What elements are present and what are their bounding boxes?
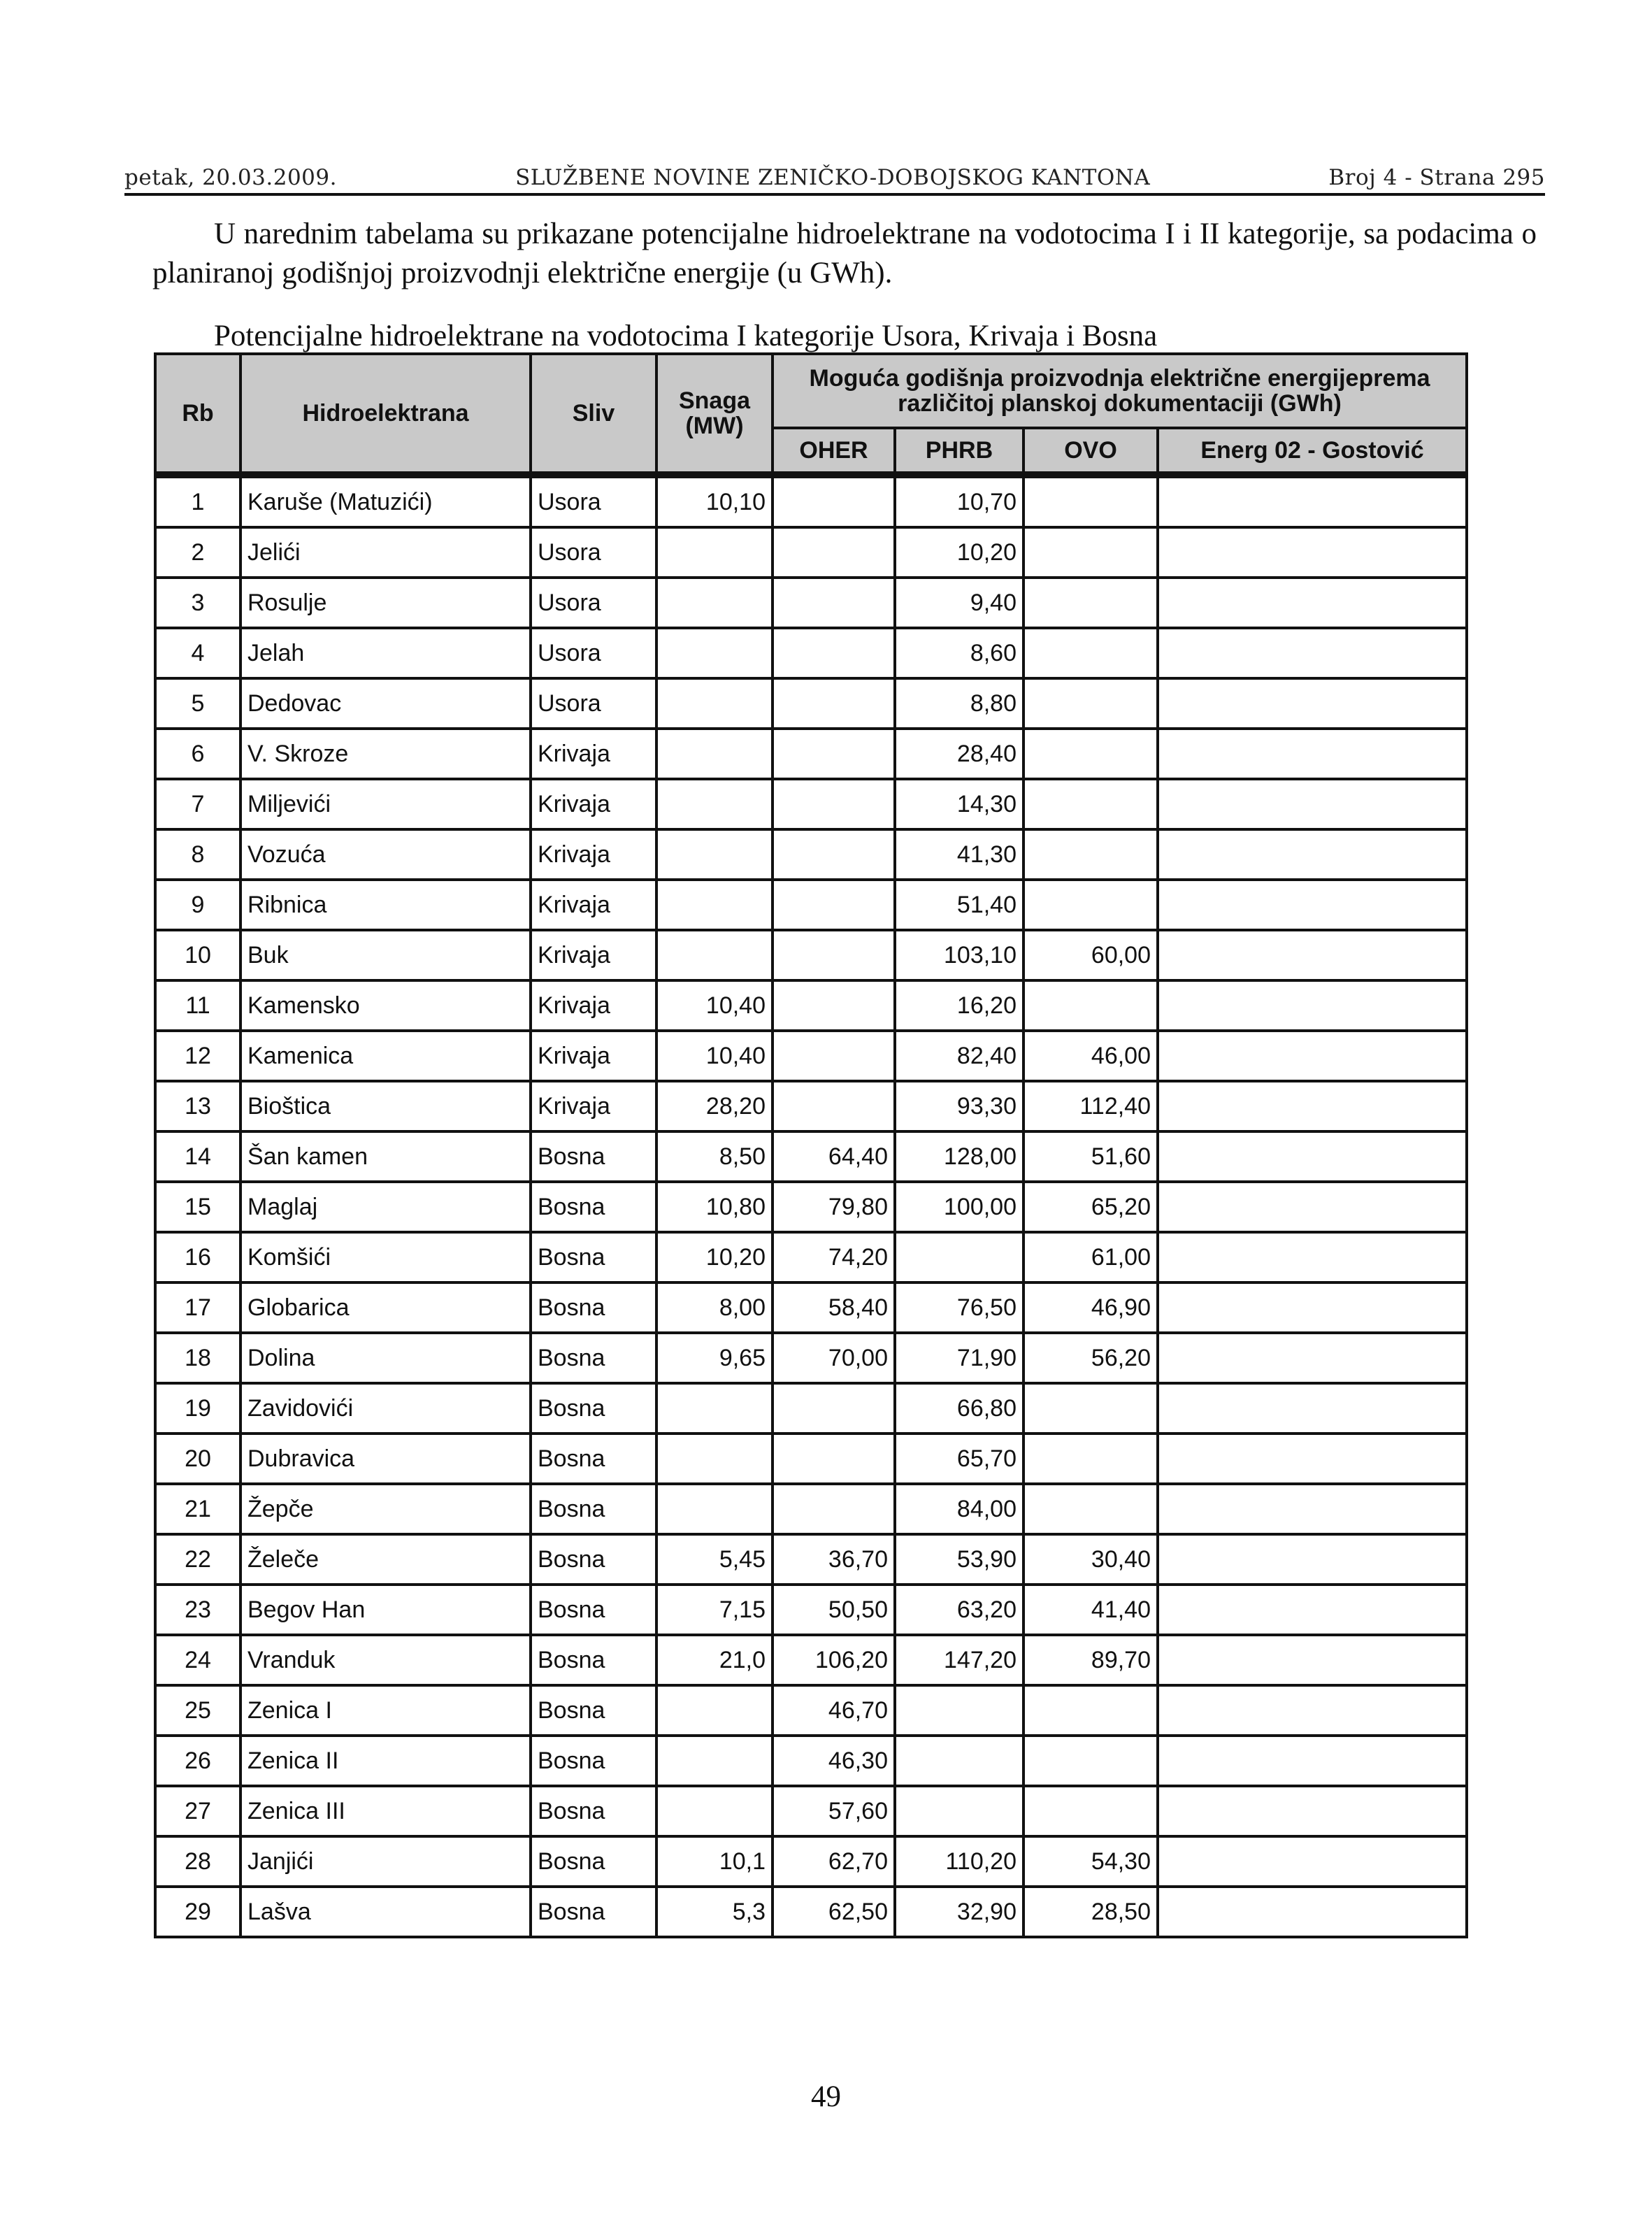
- cell-power: [656, 1383, 773, 1434]
- cell-hydro-plant: Vranduk: [240, 1635, 531, 1685]
- cell-oher: 62,50: [773, 1887, 895, 1937]
- cell-power: 7,15: [656, 1585, 773, 1635]
- cell-rb: 12: [155, 1031, 240, 1081]
- cell-ovo: [1023, 1736, 1158, 1786]
- cell-rb: 19: [155, 1383, 240, 1434]
- cell-hydro-plant: Kamenica: [240, 1031, 531, 1081]
- cell-power: [656, 1685, 773, 1736]
- cell-energ-gostovic: [1158, 1585, 1467, 1635]
- cell-rb: 20: [155, 1434, 240, 1484]
- cell-hydro-plant: Lašva: [240, 1887, 531, 1937]
- header-issue-page: Broj 4 - Strana 295: [1328, 165, 1545, 190]
- cell-energ-gostovic: [1158, 1434, 1467, 1484]
- cell-oher: [773, 1081, 895, 1131]
- cell-power: 10,40: [656, 980, 773, 1031]
- cell-basin: Bosna: [531, 1182, 656, 1232]
- cell-phrb: [895, 1736, 1023, 1786]
- cell-rb: 6: [155, 729, 240, 779]
- cell-oher: [773, 1434, 895, 1484]
- table-row: [155, 628, 1467, 678]
- table-row: [155, 829, 1467, 880]
- table-row: [155, 1635, 1467, 1685]
- cell-rb: 18: [155, 1333, 240, 1383]
- header-hydro-plant: Hidroelektrana: [240, 354, 531, 475]
- cell-ovo: [1023, 678, 1158, 729]
- table-row: [155, 1031, 1467, 1081]
- cell-basin: Usora: [531, 475, 656, 527]
- cell-oher: 62,70: [773, 1836, 895, 1887]
- header-ovo: OVO: [1023, 428, 1158, 475]
- cell-oher: 57,60: [773, 1786, 895, 1836]
- cell-power: 5,45: [656, 1534, 773, 1585]
- cell-basin: Krivaja: [531, 930, 656, 980]
- cell-hydro-plant: Kamensko: [240, 980, 531, 1031]
- cell-basin: Bosna: [531, 1232, 656, 1282]
- cell-ovo: 112,40: [1023, 1081, 1158, 1131]
- cell-ovo: [1023, 1685, 1158, 1736]
- table-row: [155, 1081, 1467, 1131]
- table-row: [155, 678, 1467, 729]
- cell-basin: Krivaja: [531, 829, 656, 880]
- cell-hydro-plant: Karuše (Matuzići): [240, 475, 531, 527]
- table-row: [155, 1434, 1467, 1484]
- cell-ovo: [1023, 628, 1158, 678]
- cell-phrb: 10,70: [895, 475, 1023, 527]
- page-number: 49: [811, 2080, 841, 2113]
- cell-phrb: 128,00: [895, 1131, 1023, 1182]
- cell-power: [656, 729, 773, 779]
- cell-ovo: [1023, 1786, 1158, 1836]
- cell-basin: Bosna: [531, 1534, 656, 1585]
- cell-ovo: 60,00: [1023, 930, 1158, 980]
- cell-rb: 10: [155, 930, 240, 980]
- header-basin: Sliv: [531, 354, 656, 475]
- cell-basin: Bosna: [531, 1383, 656, 1434]
- cell-basin: Bosna: [531, 1434, 656, 1484]
- cell-energ-gostovic: [1158, 1736, 1467, 1786]
- cell-phrb: 41,30: [895, 829, 1023, 880]
- cell-energ-gostovic: [1158, 1534, 1467, 1585]
- table-row: [155, 1887, 1467, 1937]
- cell-power: [656, 1786, 773, 1836]
- cell-hydro-plant: Begov Han: [240, 1585, 531, 1635]
- cell-power: [656, 578, 773, 628]
- cell-hydro-plant: Globarica: [240, 1282, 531, 1333]
- cell-oher: 36,70: [773, 1534, 895, 1585]
- cell-basin: Bosna: [531, 1333, 656, 1383]
- cell-power: 10,20: [656, 1232, 773, 1282]
- cell-oher: 79,80: [773, 1182, 895, 1232]
- table-row: [155, 1383, 1467, 1434]
- cell-power: [656, 880, 773, 930]
- cell-energ-gostovic: [1158, 1131, 1467, 1182]
- cell-phrb: 76,50: [895, 1282, 1023, 1333]
- cell-phrb: 63,20: [895, 1585, 1023, 1635]
- cell-energ-gostovic: [1158, 930, 1467, 980]
- header-publication: SLUŽBENE NOVINE ZENIČKO-DOBOJSKOG KANTONA: [515, 165, 1151, 190]
- cell-ovo: [1023, 779, 1158, 829]
- cell-hydro-plant: Rosulje: [240, 578, 531, 628]
- cell-power: 28,20: [656, 1081, 773, 1131]
- cell-energ-gostovic: [1158, 578, 1467, 628]
- cell-basin: Krivaja: [531, 1031, 656, 1081]
- cell-energ-gostovic: [1158, 980, 1467, 1031]
- table-row: [155, 1131, 1467, 1182]
- cell-basin: Bosna: [531, 1635, 656, 1685]
- cell-basin: Bosna: [531, 1131, 656, 1182]
- cell-basin: Usora: [531, 678, 656, 729]
- header-annual-production-group: Moguća godišnja proizvodnja električne energijeprema različitoj planskoj dokumentaciji (GWh): [773, 354, 1467, 428]
- cell-ovo: 56,20: [1023, 1333, 1158, 1383]
- cell-oher: [773, 829, 895, 880]
- cell-oher: [773, 578, 895, 628]
- cell-power: [656, 628, 773, 678]
- cell-rb: 2: [155, 527, 240, 578]
- cell-hydro-plant: Jelah: [240, 628, 531, 678]
- cell-oher: 64,40: [773, 1131, 895, 1182]
- cell-oher: [773, 980, 895, 1031]
- header-phrb: PHRB: [895, 428, 1023, 475]
- cell-rb: 8: [155, 829, 240, 880]
- cell-power: [656, 1736, 773, 1786]
- header-energ-gostovic: Energ 02 - Gostović: [1158, 428, 1467, 475]
- cell-hydro-plant: Maglaj: [240, 1182, 531, 1232]
- cell-hydro-plant: Dolina: [240, 1333, 531, 1383]
- cell-hydro-plant: Žepče: [240, 1484, 531, 1534]
- cell-energ-gostovic: [1158, 1635, 1467, 1685]
- cell-rb: 3: [155, 578, 240, 628]
- table-title: Potencijalne hidroelektrane na vodotocima I kategorije Usora, Krivaja i Bosna: [214, 320, 1158, 352]
- cell-ovo: [1023, 1434, 1158, 1484]
- cell-energ-gostovic: [1158, 1836, 1467, 1887]
- cell-power: [656, 1484, 773, 1534]
- cell-basin: Bosna: [531, 1585, 656, 1635]
- cell-hydro-plant: V. Skroze: [240, 729, 531, 779]
- cell-rb: 22: [155, 1534, 240, 1585]
- table-row: [155, 779, 1467, 829]
- cell-basin: Bosna: [531, 1484, 656, 1534]
- cell-ovo: [1023, 729, 1158, 779]
- cell-phrb: 51,40: [895, 880, 1023, 930]
- cell-power: [656, 527, 773, 578]
- cell-energ-gostovic: [1158, 880, 1467, 930]
- cell-energ-gostovic: [1158, 1484, 1467, 1534]
- cell-power: 10,1: [656, 1836, 773, 1887]
- table-row: [155, 880, 1467, 930]
- cell-ovo: [1023, 1383, 1158, 1434]
- cell-basin: Bosna: [531, 1836, 656, 1887]
- cell-hydro-plant: Ribnica: [240, 880, 531, 930]
- cell-basin: Usora: [531, 628, 656, 678]
- cell-ovo: 46,90: [1023, 1282, 1158, 1333]
- cell-phrb: 93,30: [895, 1081, 1023, 1131]
- header-rb: Rb: [155, 354, 240, 475]
- cell-rb: 17: [155, 1282, 240, 1333]
- cell-energ-gostovic: [1158, 729, 1467, 779]
- cell-phrb: 82,40: [895, 1031, 1023, 1081]
- cell-rb: 21: [155, 1484, 240, 1534]
- cell-rb: 11: [155, 980, 240, 1031]
- cell-power: 9,65: [656, 1333, 773, 1383]
- cell-rb: 24: [155, 1635, 240, 1685]
- table-row: [155, 578, 1467, 628]
- intro-paragraph: U narednim tabelama su prikazane potencijalne hidroelektrane na vodotocima I i II kategorije, sa podacima o planiranoj godišnjoj proizvodnji električne energije (u GWh).: [152, 217, 1537, 290]
- cell-rb: 14: [155, 1131, 240, 1182]
- cell-ovo: 51,60: [1023, 1131, 1158, 1182]
- cell-energ-gostovic: [1158, 1081, 1467, 1131]
- cell-phrb: 14,30: [895, 779, 1023, 829]
- cell-hydro-plant: Dubravica: [240, 1434, 531, 1484]
- table-row: [155, 1282, 1467, 1333]
- cell-energ-gostovic: [1158, 1887, 1467, 1937]
- cell-energ-gostovic: [1158, 779, 1467, 829]
- cell-energ-gostovic: [1158, 1333, 1467, 1383]
- cell-energ-gostovic: [1158, 829, 1467, 880]
- cell-rb: 27: [155, 1786, 240, 1836]
- cell-energ-gostovic: [1158, 628, 1467, 678]
- running-header: [124, 159, 1545, 196]
- cell-ovo: 46,00: [1023, 1031, 1158, 1081]
- cell-hydro-plant: Bioštica: [240, 1081, 531, 1131]
- cell-rb: 1: [155, 475, 240, 527]
- cell-hydro-plant: Dedovac: [240, 678, 531, 729]
- cell-hydro-plant: Buk: [240, 930, 531, 980]
- cell-oher: [773, 1484, 895, 1534]
- cell-oher: 58,40: [773, 1282, 895, 1333]
- cell-oher: [773, 475, 895, 527]
- cell-ovo: [1023, 1484, 1158, 1534]
- cell-power: [656, 779, 773, 829]
- cell-oher: 74,20: [773, 1232, 895, 1282]
- cell-ovo: [1023, 475, 1158, 527]
- table-row: [155, 475, 1467, 527]
- cell-ovo: [1023, 829, 1158, 880]
- header-power-label: Snaga: [678, 387, 751, 414]
- cell-basin: Krivaja: [531, 880, 656, 930]
- cell-basin: Bosna: [531, 1887, 656, 1937]
- cell-ovo: 61,00: [1023, 1232, 1158, 1282]
- cell-hydro-plant: Zenica I: [240, 1685, 531, 1736]
- cell-phrb: 53,90: [895, 1534, 1023, 1585]
- cell-phrb: 8,80: [895, 678, 1023, 729]
- table-row: [155, 729, 1467, 779]
- cell-ovo: [1023, 527, 1158, 578]
- cell-ovo: 54,30: [1023, 1836, 1158, 1887]
- cell-power: 21,0: [656, 1635, 773, 1685]
- cell-energ-gostovic: [1158, 1383, 1467, 1434]
- cell-phrb: 10,20: [895, 527, 1023, 578]
- cell-oher: [773, 880, 895, 930]
- cell-power: 10,10: [656, 475, 773, 527]
- table-row: [155, 930, 1467, 980]
- cell-phrb: 66,80: [895, 1383, 1023, 1434]
- hydro-plants-table: [154, 352, 1468, 1938]
- cell-hydro-plant: Miljevići: [240, 779, 531, 829]
- cell-energ-gostovic: [1158, 1786, 1467, 1836]
- cell-power: 5,3: [656, 1887, 773, 1937]
- cell-energ-gostovic: [1158, 1232, 1467, 1282]
- cell-phrb: [895, 1232, 1023, 1282]
- cell-phrb: 103,10: [895, 930, 1023, 980]
- cell-hydro-plant: Janjići: [240, 1836, 531, 1887]
- cell-energ-gostovic: [1158, 1031, 1467, 1081]
- cell-hydro-plant: Zenica II: [240, 1736, 531, 1786]
- cell-phrb: 84,00: [895, 1484, 1023, 1534]
- cell-ovo: 28,50: [1023, 1887, 1158, 1937]
- cell-phrb: 9,40: [895, 578, 1023, 628]
- table-row: [155, 1836, 1467, 1887]
- table-row: [155, 1685, 1467, 1736]
- table-row: [155, 527, 1467, 578]
- cell-phrb: 8,60: [895, 628, 1023, 678]
- cell-hydro-plant: Šan kamen: [240, 1131, 531, 1182]
- cell-energ-gostovic: [1158, 1182, 1467, 1232]
- cell-basin: Bosna: [531, 1786, 656, 1836]
- cell-ovo: 65,20: [1023, 1182, 1158, 1232]
- header-date: petak, 20.03.2009.: [124, 165, 337, 190]
- cell-oher: [773, 779, 895, 829]
- cell-rb: 13: [155, 1081, 240, 1131]
- cell-basin: Krivaja: [531, 729, 656, 779]
- cell-phrb: 28,40: [895, 729, 1023, 779]
- table-row: [155, 1182, 1467, 1232]
- cell-oher: [773, 678, 895, 729]
- cell-phrb: [895, 1685, 1023, 1736]
- cell-hydro-plant: Zenica III: [240, 1786, 531, 1836]
- cell-power: [656, 1434, 773, 1484]
- cell-rb: 5: [155, 678, 240, 729]
- cell-phrb: [895, 1786, 1023, 1836]
- cell-basin: Krivaja: [531, 980, 656, 1031]
- cell-rb: 7: [155, 779, 240, 829]
- cell-hydro-plant: Želeče: [240, 1534, 531, 1585]
- cell-power: [656, 930, 773, 980]
- cell-oher: 70,00: [773, 1333, 895, 1383]
- cell-hydro-plant: Vozuća: [240, 829, 531, 880]
- cell-oher: [773, 729, 895, 779]
- cell-energ-gostovic: [1158, 1282, 1467, 1333]
- cell-hydro-plant: Zavidovići: [240, 1383, 531, 1434]
- table-row: [155, 1484, 1467, 1534]
- cell-basin: Krivaja: [531, 1081, 656, 1131]
- cell-phrb: 65,70: [895, 1434, 1023, 1484]
- table-row: [155, 980, 1467, 1031]
- cell-energ-gostovic: [1158, 527, 1467, 578]
- cell-oher: [773, 1383, 895, 1434]
- cell-oher: [773, 1031, 895, 1081]
- cell-ovo: [1023, 980, 1158, 1031]
- table-row: [155, 1534, 1467, 1585]
- cell-hydro-plant: Komšići: [240, 1232, 531, 1282]
- cell-ovo: 89,70: [1023, 1635, 1158, 1685]
- cell-phrb: 110,20: [895, 1836, 1023, 1887]
- cell-phrb: 147,20: [895, 1635, 1023, 1685]
- cell-basin: Usora: [531, 578, 656, 628]
- header-power-unit: (MW): [685, 413, 744, 439]
- cell-power: [656, 829, 773, 880]
- cell-oher: 50,50: [773, 1585, 895, 1635]
- header-oher: OHER: [773, 428, 895, 475]
- table-row: [155, 1786, 1467, 1836]
- cell-power: [656, 678, 773, 729]
- cell-ovo: 30,40: [1023, 1534, 1158, 1585]
- table-row: [155, 1232, 1467, 1282]
- cell-oher: [773, 628, 895, 678]
- table-row: [155, 1333, 1467, 1383]
- cell-energ-gostovic: [1158, 475, 1467, 527]
- cell-phrb: 100,00: [895, 1182, 1023, 1232]
- cell-oher: 46,30: [773, 1736, 895, 1786]
- cell-rb: 26: [155, 1736, 240, 1786]
- cell-oher: [773, 527, 895, 578]
- cell-ovo: [1023, 880, 1158, 930]
- cell-basin: Bosna: [531, 1282, 656, 1333]
- cell-phrb: 16,20: [895, 980, 1023, 1031]
- cell-phrb: 71,90: [895, 1333, 1023, 1383]
- cell-oher: [773, 930, 895, 980]
- cell-oher: 106,20: [773, 1635, 895, 1685]
- cell-energ-gostovic: [1158, 1685, 1467, 1736]
- cell-basin: Bosna: [531, 1685, 656, 1736]
- table-body: [155, 475, 1467, 1937]
- cell-power: 10,80: [656, 1182, 773, 1232]
- cell-ovo: [1023, 578, 1158, 628]
- cell-power: 8,50: [656, 1131, 773, 1182]
- cell-rb: 4: [155, 628, 240, 678]
- cell-power: 8,00: [656, 1282, 773, 1333]
- cell-rb: 15: [155, 1182, 240, 1232]
- cell-hydro-plant: Jelići: [240, 527, 531, 578]
- table-row: [155, 1585, 1467, 1635]
- cell-power: 10,40: [656, 1031, 773, 1081]
- cell-oher: 46,70: [773, 1685, 895, 1736]
- cell-rb: 25: [155, 1685, 240, 1736]
- cell-basin: Bosna: [531, 1736, 656, 1786]
- cell-rb: 16: [155, 1232, 240, 1282]
- cell-energ-gostovic: [1158, 678, 1467, 729]
- cell-rb: 28: [155, 1836, 240, 1887]
- cell-basin: Usora: [531, 527, 656, 578]
- cell-rb: 29: [155, 1887, 240, 1937]
- cell-basin: Krivaja: [531, 779, 656, 829]
- cell-ovo: 41,40: [1023, 1585, 1158, 1635]
- cell-rb: 23: [155, 1585, 240, 1635]
- table-row: [155, 1736, 1467, 1786]
- cell-phrb: 32,90: [895, 1887, 1023, 1937]
- header-power: [656, 354, 773, 475]
- cell-rb: 9: [155, 880, 240, 930]
